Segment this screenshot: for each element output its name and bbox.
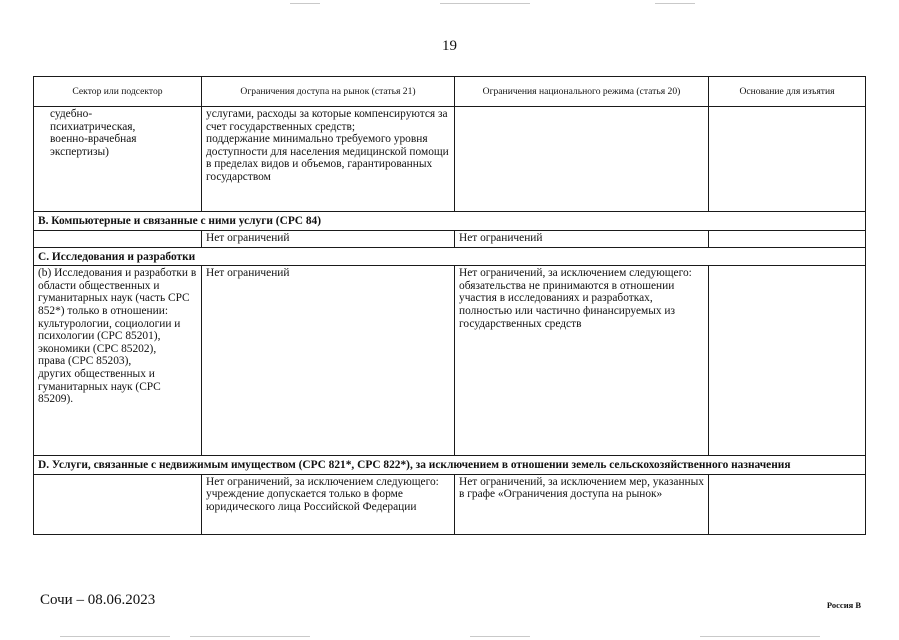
section-row-b — [34, 212, 866, 231]
cell-b-national: Нет ограничений — [455, 230, 709, 247]
text-paragraph: (b) Исследования и разработки в области общественных и гуманитарных наук (часть CPC 852*) только в отношении: — [38, 267, 197, 317]
cell-b-basis — [709, 230, 866, 247]
cell-c-sector — [34, 266, 202, 456]
cell-b-market: Нет ограничений — [202, 230, 455, 247]
page-number: 19 — [442, 38, 457, 54]
text-paragraph: Нет ограничений, за исключением следующего: — [459, 267, 692, 280]
header-national-treatment: Ограничения национального режима (статья 20) — [455, 77, 709, 107]
table-row-d — [34, 474, 866, 534]
header-exemption-basis: Основание для изъятия — [709, 77, 866, 107]
text-paragraph: права (CPC 85203), — [38, 355, 132, 368]
scan-artifact-bottom-1 — [60, 636, 170, 637]
text-paragraph: экономики (CPC 85202), — [38, 342, 157, 355]
table-row-c — [34, 266, 866, 456]
cell-d-basis — [709, 474, 866, 534]
footer-location-date: Сочи – 08.06.2023 — [40, 592, 156, 608]
cell-b-sector — [34, 230, 202, 247]
text-line: судебно- — [50, 108, 93, 120]
section-title-c: C. Исследования и разработки — [34, 247, 866, 266]
text-line: экспертизы) — [50, 145, 109, 158]
table-row-continuation — [34, 107, 866, 212]
section-title-b: B. Компьютерные и связанные с ними услуги (CPC 84) — [34, 212, 866, 231]
header-market-access: Ограничения доступа на рынок (статья 21) — [202, 77, 455, 107]
cell-continuation-sector — [34, 107, 202, 212]
text-paragraph: других общественных и гуманитарных наук (CPC 85209). — [38, 367, 161, 406]
cell-d-market — [202, 474, 455, 534]
cell-continuation-market — [202, 107, 455, 212]
footer-country-label: Россия B — [826, 600, 861, 610]
section-row-c — [34, 247, 866, 266]
cell-d-national — [455, 474, 709, 534]
text-paragraph: услугами, расходы за которые компенсируются за счет государственных средств; — [206, 108, 448, 133]
cell-c-national — [455, 266, 709, 456]
section-title-d: D. Услуги, связанные с недвижимым имуществом (CPC 821*, CPC 822*), за исключением в отношении земель сельскохозяйственного назначения — [34, 456, 866, 475]
text-paragraph: культурологии, социологии и психологии (CPC 85201), — [38, 317, 181, 343]
scan-artifact-bottom-2 — [190, 636, 310, 637]
cell-c-market: Нет ограничений — [202, 266, 455, 456]
text-line: психиатрическая, — [50, 120, 136, 133]
services-commitments-table — [33, 76, 866, 535]
scan-artifact-bottom-3 — [470, 636, 530, 637]
section-row-d — [34, 456, 866, 475]
text-paragraph: Нет ограничений, за исключением следующего: — [206, 475, 439, 488]
cell-d-sector — [34, 474, 202, 534]
scan-artifact-top-1 — [290, 3, 320, 4]
scan-artifact-top-2 — [440, 3, 530, 4]
text-paragraph: обязательства не принимаются в отношении участия в исследованиях и разработках, полностью или частично финансируемых из государственных средств — [459, 279, 676, 330]
scan-artifact-top-3 — [655, 3, 695, 4]
text-paragraph: Нет ограничений, за исключением мер, указанных в графе «Ограничения доступа на рынок» — [459, 475, 704, 501]
text-paragraph: учреждение допускается только в форме юридического лица Российской Федерации — [206, 488, 417, 513]
header-sector: Сектор или подсектор — [34, 77, 202, 107]
scan-artifact-bottom-4 — [700, 636, 820, 637]
table-row-b — [34, 230, 866, 247]
table-header-row — [34, 77, 866, 107]
text-line: военно-врачебная — [50, 133, 137, 146]
cell-continuation-basis — [709, 107, 866, 212]
cell-continuation-national — [455, 107, 709, 212]
cell-c-basis — [709, 266, 866, 456]
text-paragraph: поддержание минимально требуемого уровня доступности для населения медицинской помощи в пределах видов и объемов, гарантированных государством — [206, 133, 449, 183]
